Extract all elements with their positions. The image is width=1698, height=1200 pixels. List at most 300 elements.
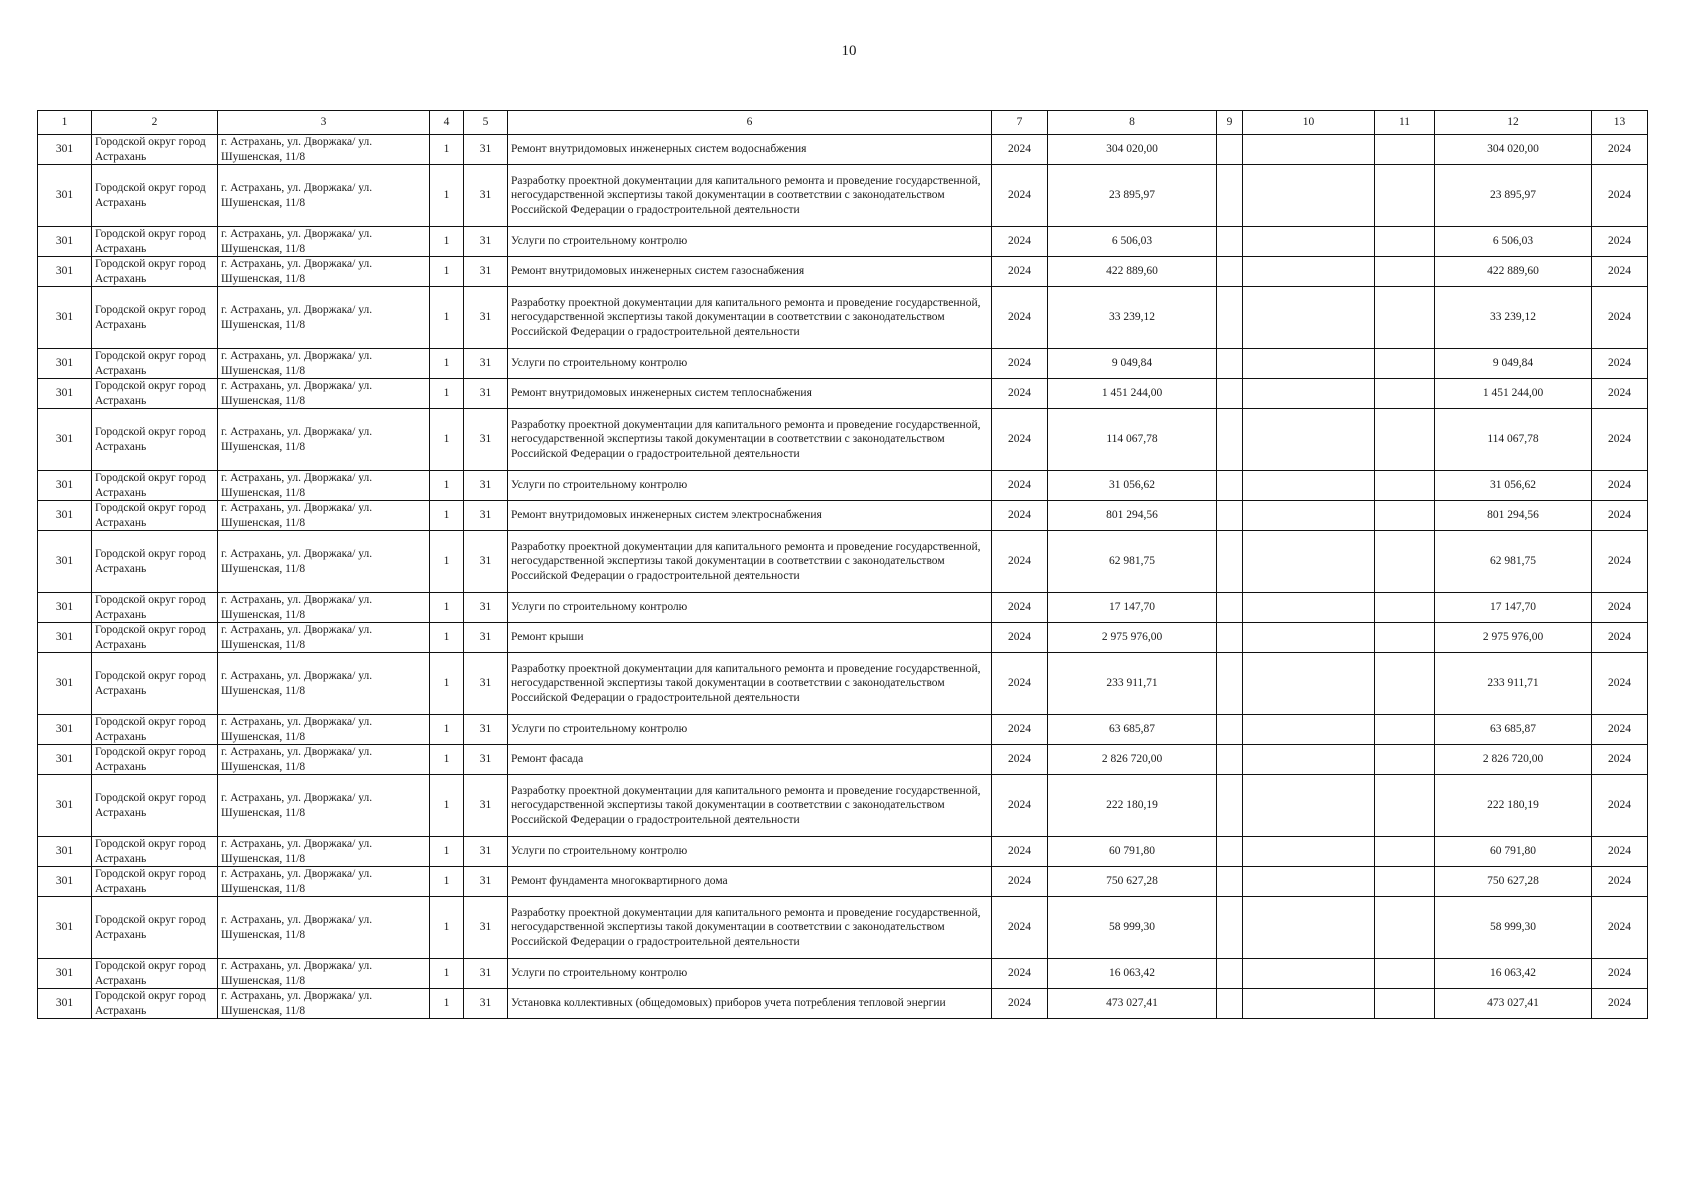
col10-cell (1243, 257, 1375, 287)
completion-year-cell: 2024 (1592, 867, 1648, 897)
col11-cell (1375, 897, 1435, 959)
col10-cell (1243, 745, 1375, 775)
table-row (38, 745, 1648, 775)
col4-cell: 1 (430, 135, 464, 165)
table-row (38, 715, 1648, 745)
row-number-cell: 301 (38, 715, 92, 745)
col4-cell: 1 (430, 287, 464, 349)
year-cell: 2024 (992, 867, 1048, 897)
address-cell: г. Астрахань, ул. Дворжака/ ул. Шушенская, 11/8 (218, 165, 430, 227)
col11-cell (1375, 837, 1435, 867)
address-cell: г. Астрахань, ул. Дворжака/ ул. Шушенская, 11/8 (218, 349, 430, 379)
address-cell: г. Астрахань, ул. Дворжака/ ул. Шушенская, 11/8 (218, 867, 430, 897)
col5-cell: 31 (464, 471, 508, 501)
work-type-cell: Услуги по строительному контролю (508, 471, 992, 501)
col11-cell (1375, 623, 1435, 653)
year-cell: 2024 (992, 135, 1048, 165)
address-cell: г. Астрахань, ул. Дворжака/ ул. Шушенская, 11/8 (218, 409, 430, 471)
col5-cell: 31 (464, 653, 508, 715)
row-number-cell: 301 (38, 593, 92, 623)
col9-cell (1217, 287, 1243, 349)
cost-cell: 17 147,70 (1048, 593, 1217, 623)
col4-cell: 1 (430, 227, 464, 257)
cost-cell: 233 911,71 (1048, 653, 1217, 715)
col10-cell (1243, 287, 1375, 349)
work-type-cell: Ремонт внутридомовых инженерных систем газоснабжения (508, 257, 992, 287)
total-cell: 2 826 720,00 (1435, 745, 1592, 775)
col9-cell (1217, 897, 1243, 959)
col11-cell (1375, 227, 1435, 257)
row-number-cell: 301 (38, 867, 92, 897)
table-row (38, 623, 1648, 653)
work-type-cell: Услуги по строительному контролю (508, 837, 992, 867)
table-row (38, 897, 1648, 959)
total-cell: 60 791,80 (1435, 837, 1592, 867)
col10-cell (1243, 867, 1375, 897)
row-number-cell: 301 (38, 897, 92, 959)
municipality-cell: Городской округ город Астрахань (92, 135, 218, 165)
col11-cell (1375, 745, 1435, 775)
year-cell: 2024 (992, 409, 1048, 471)
year-cell: 2024 (992, 349, 1048, 379)
column-header: 7 (992, 111, 1048, 135)
column-header: 8 (1048, 111, 1217, 135)
col4-cell: 1 (430, 257, 464, 287)
row-number-cell: 301 (38, 471, 92, 501)
completion-year-cell: 2024 (1592, 653, 1648, 715)
col9-cell (1217, 593, 1243, 623)
col9-cell (1217, 715, 1243, 745)
address-cell: г. Астрахань, ул. Дворжака/ ул. Шушенская, 11/8 (218, 653, 430, 715)
year-cell: 2024 (992, 745, 1048, 775)
col11-cell (1375, 379, 1435, 409)
address-cell: г. Астрахань, ул. Дворжака/ ул. Шушенская, 11/8 (218, 531, 430, 593)
work-type-cell: Услуги по строительному контролю (508, 715, 992, 745)
completion-year-cell: 2024 (1592, 471, 1648, 501)
table-row (38, 287, 1648, 349)
address-cell: г. Астрахань, ул. Дворжака/ ул. Шушенская, 11/8 (218, 135, 430, 165)
column-header: 10 (1243, 111, 1375, 135)
table-row (38, 531, 1648, 593)
completion-year-cell: 2024 (1592, 959, 1648, 989)
col10-cell (1243, 501, 1375, 531)
completion-year-cell: 2024 (1592, 715, 1648, 745)
total-cell: 750 627,28 (1435, 867, 1592, 897)
cost-cell: 60 791,80 (1048, 837, 1217, 867)
year-cell: 2024 (992, 715, 1048, 745)
municipality-cell: Городской округ город Астрахань (92, 471, 218, 501)
total-cell: 114 067,78 (1435, 409, 1592, 471)
col5-cell: 31 (464, 745, 508, 775)
work-type-cell: Установка коллективных (общедомовых) приборов учета потребления тепловой энергии (508, 989, 992, 1019)
cost-cell: 23 895,97 (1048, 165, 1217, 227)
cost-cell: 16 063,42 (1048, 959, 1217, 989)
municipality-cell: Городской округ город Астрахань (92, 257, 218, 287)
address-cell: г. Астрахань, ул. Дворжака/ ул. Шушенская, 11/8 (218, 837, 430, 867)
col11-cell (1375, 531, 1435, 593)
cost-cell: 801 294,56 (1048, 501, 1217, 531)
total-cell: 801 294,56 (1435, 501, 1592, 531)
col4-cell: 1 (430, 653, 464, 715)
total-cell: 473 027,41 (1435, 989, 1592, 1019)
col5-cell: 31 (464, 165, 508, 227)
col9-cell (1217, 135, 1243, 165)
col9-cell (1217, 623, 1243, 653)
col9-cell (1217, 257, 1243, 287)
address-cell: г. Астрахань, ул. Дворжака/ ул. Шушенская, 11/8 (218, 623, 430, 653)
municipality-cell: Городской округ город Астрахань (92, 287, 218, 349)
municipality-cell: Городской округ город Астрахань (92, 837, 218, 867)
completion-year-cell: 2024 (1592, 165, 1648, 227)
year-cell: 2024 (992, 165, 1048, 227)
col9-cell (1217, 989, 1243, 1019)
column-header: 13 (1592, 111, 1648, 135)
cost-cell: 9 049,84 (1048, 349, 1217, 379)
col11-cell (1375, 653, 1435, 715)
col5-cell: 31 (464, 959, 508, 989)
year-cell: 2024 (992, 837, 1048, 867)
col11-cell (1375, 775, 1435, 837)
total-cell: 31 056,62 (1435, 471, 1592, 501)
col9-cell (1217, 531, 1243, 593)
col4-cell: 1 (430, 715, 464, 745)
col11-cell (1375, 287, 1435, 349)
col5-cell: 31 (464, 593, 508, 623)
total-cell: 422 889,60 (1435, 257, 1592, 287)
cost-cell: 304 020,00 (1048, 135, 1217, 165)
table-row (38, 135, 1648, 165)
column-header: 4 (430, 111, 464, 135)
municipality-cell: Городской округ город Астрахань (92, 715, 218, 745)
col4-cell: 1 (430, 989, 464, 1019)
year-cell: 2024 (992, 897, 1048, 959)
col11-cell (1375, 715, 1435, 745)
col9-cell (1217, 409, 1243, 471)
col11-cell (1375, 349, 1435, 379)
municipality-cell: Городской округ город Астрахань (92, 867, 218, 897)
work-type-cell: Ремонт фасада (508, 745, 992, 775)
col5-cell: 31 (464, 775, 508, 837)
total-cell: 2 975 976,00 (1435, 623, 1592, 653)
column-header: 1 (38, 111, 92, 135)
completion-year-cell: 2024 (1592, 531, 1648, 593)
col5-cell: 31 (464, 349, 508, 379)
col5-cell: 31 (464, 867, 508, 897)
row-number-cell: 301 (38, 989, 92, 1019)
table-row (38, 989, 1648, 1019)
col5-cell: 31 (464, 715, 508, 745)
completion-year-cell: 2024 (1592, 287, 1648, 349)
col11-cell (1375, 593, 1435, 623)
work-type-cell: Разработку проектной документации для капитального ремонта и проведение государственной, негосударственной экспертизы такой документации в соответствии с законодательством Российской Федерации о градостроительной деятельности (508, 165, 992, 227)
total-cell: 33 239,12 (1435, 287, 1592, 349)
address-cell: г. Астрахань, ул. Дворжака/ ул. Шушенская, 11/8 (218, 775, 430, 837)
row-number-cell: 301 (38, 837, 92, 867)
col5-cell: 31 (464, 135, 508, 165)
col10-cell (1243, 409, 1375, 471)
col11-cell (1375, 257, 1435, 287)
row-number-cell: 301 (38, 653, 92, 715)
col4-cell: 1 (430, 867, 464, 897)
table-row (38, 501, 1648, 531)
column-header: 3 (218, 111, 430, 135)
completion-year-cell: 2024 (1592, 379, 1648, 409)
address-cell: г. Астрахань, ул. Дворжака/ ул. Шушенская, 11/8 (218, 227, 430, 257)
col5-cell: 31 (464, 501, 508, 531)
col4-cell: 1 (430, 745, 464, 775)
year-cell: 2024 (992, 531, 1048, 593)
col9-cell (1217, 653, 1243, 715)
registry-table (37, 110, 1648, 1019)
cost-cell: 1 451 244,00 (1048, 379, 1217, 409)
column-header: 11 (1375, 111, 1435, 135)
row-number-cell: 301 (38, 165, 92, 227)
completion-year-cell: 2024 (1592, 257, 1648, 287)
col9-cell (1217, 867, 1243, 897)
cost-cell: 114 067,78 (1048, 409, 1217, 471)
col4-cell: 1 (430, 623, 464, 653)
municipality-cell: Городской округ город Астрахань (92, 745, 218, 775)
year-cell: 2024 (992, 379, 1048, 409)
row-number-cell: 301 (38, 959, 92, 989)
completion-year-cell: 2024 (1592, 593, 1648, 623)
col5-cell: 31 (464, 531, 508, 593)
total-cell: 58 999,30 (1435, 897, 1592, 959)
col9-cell (1217, 959, 1243, 989)
col10-cell (1243, 165, 1375, 227)
municipality-cell: Городской округ город Астрахань (92, 227, 218, 257)
col10-cell (1243, 531, 1375, 593)
address-cell: г. Астрахань, ул. Дворжака/ ул. Шушенская, 11/8 (218, 501, 430, 531)
year-cell: 2024 (992, 227, 1048, 257)
header-row (38, 111, 1648, 135)
address-cell: г. Астрахань, ул. Дворжака/ ул. Шушенская, 11/8 (218, 959, 430, 989)
table-row (38, 775, 1648, 837)
cost-cell: 58 999,30 (1048, 897, 1217, 959)
col10-cell (1243, 653, 1375, 715)
col4-cell: 1 (430, 165, 464, 227)
col11-cell (1375, 501, 1435, 531)
work-type-cell: Услуги по строительному контролю (508, 959, 992, 989)
municipality-cell: Городской округ город Астрахань (92, 379, 218, 409)
address-cell: г. Астрахань, ул. Дворжака/ ул. Шушенская, 11/8 (218, 989, 430, 1019)
work-type-cell: Услуги по строительному контролю (508, 593, 992, 623)
work-type-cell: Услуги по строительному контролю (508, 349, 992, 379)
col5-cell: 31 (464, 623, 508, 653)
total-cell: 17 147,70 (1435, 593, 1592, 623)
col4-cell: 1 (430, 501, 464, 531)
total-cell: 233 911,71 (1435, 653, 1592, 715)
table-row (38, 593, 1648, 623)
table-row (38, 959, 1648, 989)
table-row (38, 867, 1648, 897)
completion-year-cell: 2024 (1592, 775, 1648, 837)
completion-year-cell: 2024 (1592, 409, 1648, 471)
col11-cell (1375, 867, 1435, 897)
col4-cell: 1 (430, 593, 464, 623)
municipality-cell: Городской округ город Астрахань (92, 775, 218, 837)
completion-year-cell: 2024 (1592, 745, 1648, 775)
work-type-cell: Разработку проектной документации для капитального ремонта и проведение государственной, негосударственной экспертизы такой документации в соответствии с законодательством Российской Федерации о градостроительной деятельности (508, 531, 992, 593)
col11-cell (1375, 409, 1435, 471)
row-number-cell: 301 (38, 501, 92, 531)
cost-cell: 63 685,87 (1048, 715, 1217, 745)
completion-year-cell: 2024 (1592, 837, 1648, 867)
col9-cell (1217, 745, 1243, 775)
year-cell: 2024 (992, 257, 1048, 287)
column-header: 2 (92, 111, 218, 135)
row-number-cell: 301 (38, 623, 92, 653)
year-cell: 2024 (992, 959, 1048, 989)
col10-cell (1243, 227, 1375, 257)
cost-cell: 473 027,41 (1048, 989, 1217, 1019)
municipality-cell: Городской округ город Астрахань (92, 989, 218, 1019)
cost-cell: 2 975 976,00 (1048, 623, 1217, 653)
col10-cell (1243, 349, 1375, 379)
table-row (38, 379, 1648, 409)
municipality-cell: Городской округ город Астрахань (92, 653, 218, 715)
total-cell: 6 506,03 (1435, 227, 1592, 257)
address-cell: г. Астрахань, ул. Дворжака/ ул. Шушенская, 11/8 (218, 471, 430, 501)
column-header: 6 (508, 111, 992, 135)
row-number-cell: 301 (38, 409, 92, 471)
work-type-cell: Ремонт внутридомовых инженерных систем теплоснабжения (508, 379, 992, 409)
col4-cell: 1 (430, 959, 464, 989)
cost-cell: 33 239,12 (1048, 287, 1217, 349)
col5-cell: 31 (464, 837, 508, 867)
row-number-cell: 301 (38, 135, 92, 165)
table-row (38, 409, 1648, 471)
row-number-cell: 301 (38, 287, 92, 349)
municipality-cell: Городской округ город Астрахань (92, 409, 218, 471)
row-number-cell: 301 (38, 775, 92, 837)
col9-cell (1217, 227, 1243, 257)
table-row (38, 471, 1648, 501)
completion-year-cell: 2024 (1592, 989, 1648, 1019)
cost-cell: 222 180,19 (1048, 775, 1217, 837)
col10-cell (1243, 775, 1375, 837)
table-row (38, 227, 1648, 257)
cost-cell: 6 506,03 (1048, 227, 1217, 257)
municipality-cell: Городской округ город Астрахань (92, 897, 218, 959)
work-type-cell: Разработку проектной документации для капитального ремонта и проведение государственной, негосударственной экспертизы такой документации в соответствии с законодательством Российской Федерации о градостроительной деятельности (508, 287, 992, 349)
municipality-cell: Городской округ город Астрахань (92, 165, 218, 227)
total-cell: 62 981,75 (1435, 531, 1592, 593)
cost-cell: 62 981,75 (1048, 531, 1217, 593)
year-cell: 2024 (992, 501, 1048, 531)
work-type-cell: Услуги по строительному контролю (508, 227, 992, 257)
col9-cell (1217, 501, 1243, 531)
col5-cell: 31 (464, 287, 508, 349)
col10-cell (1243, 471, 1375, 501)
col10-cell (1243, 837, 1375, 867)
col9-cell (1217, 837, 1243, 867)
completion-year-cell: 2024 (1592, 227, 1648, 257)
col5-cell: 31 (464, 989, 508, 1019)
table-row (38, 257, 1648, 287)
total-cell: 304 020,00 (1435, 135, 1592, 165)
work-type-cell: Ремонт внутридомовых инженерных систем электроснабжения (508, 501, 992, 531)
col11-cell (1375, 959, 1435, 989)
completion-year-cell: 2024 (1592, 897, 1648, 959)
row-number-cell: 301 (38, 349, 92, 379)
municipality-cell: Городской округ город Астрахань (92, 531, 218, 593)
year-cell: 2024 (992, 989, 1048, 1019)
col10-cell (1243, 989, 1375, 1019)
table-row (38, 165, 1648, 227)
completion-year-cell: 2024 (1592, 349, 1648, 379)
col5-cell: 31 (464, 227, 508, 257)
total-cell: 1 451 244,00 (1435, 379, 1592, 409)
address-cell: г. Астрахань, ул. Дворжака/ ул. Шушенская, 11/8 (218, 715, 430, 745)
col9-cell (1217, 379, 1243, 409)
address-cell: г. Астрахань, ул. Дворжака/ ул. Шушенская, 11/8 (218, 745, 430, 775)
col5-cell: 31 (464, 379, 508, 409)
row-number-cell: 301 (38, 531, 92, 593)
col10-cell (1243, 135, 1375, 165)
col11-cell (1375, 989, 1435, 1019)
col9-cell (1217, 471, 1243, 501)
work-type-cell: Разработку проектной документации для капитального ремонта и проведение государственной, негосударственной экспертизы такой документации в соответствии с законодательством Российской Федерации о градостроительной деятельности (508, 409, 992, 471)
col4-cell: 1 (430, 409, 464, 471)
column-header: 5 (464, 111, 508, 135)
address-cell: г. Астрахань, ул. Дворжака/ ул. Шушенская, 11/8 (218, 593, 430, 623)
col10-cell (1243, 897, 1375, 959)
municipality-cell: Городской округ город Астрахань (92, 593, 218, 623)
row-number-cell: 301 (38, 379, 92, 409)
table-row (38, 837, 1648, 867)
address-cell: г. Астрахань, ул. Дворжака/ ул. Шушенская, 11/8 (218, 379, 430, 409)
col11-cell (1375, 471, 1435, 501)
year-cell: 2024 (992, 653, 1048, 715)
completion-year-cell: 2024 (1592, 623, 1648, 653)
year-cell: 2024 (992, 593, 1048, 623)
municipality-cell: Городской округ город Астрахань (92, 349, 218, 379)
total-cell: 23 895,97 (1435, 165, 1592, 227)
cost-cell: 2 826 720,00 (1048, 745, 1217, 775)
total-cell: 222 180,19 (1435, 775, 1592, 837)
work-type-cell: Разработку проектной документации для капитального ремонта и проведение государственной, негосударственной экспертизы такой документации в соответствии с законодательством Российской Федерации о градостроительной деятельности (508, 775, 992, 837)
address-cell: г. Астрахань, ул. Дворжака/ ул. Шушенская, 11/8 (218, 257, 430, 287)
year-cell: 2024 (992, 775, 1048, 837)
col10-cell (1243, 959, 1375, 989)
col4-cell: 1 (430, 897, 464, 959)
work-type-cell: Ремонт крыши (508, 623, 992, 653)
table-row (38, 349, 1648, 379)
address-cell: г. Астрахань, ул. Дворжака/ ул. Шушенская, 11/8 (218, 287, 430, 349)
col10-cell (1243, 715, 1375, 745)
completion-year-cell: 2024 (1592, 501, 1648, 531)
work-type-cell: Ремонт фундамента многоквартирного дома (508, 867, 992, 897)
work-type-cell: Разработку проектной документации для капитального ремонта и проведение государственной, негосударственной экспертизы такой документации в соответствии с законодательством Российской Федерации о градостроительной деятельности (508, 897, 992, 959)
year-cell: 2024 (992, 623, 1048, 653)
table-row (38, 653, 1648, 715)
col4-cell: 1 (430, 379, 464, 409)
cost-cell: 422 889,60 (1048, 257, 1217, 287)
total-cell: 63 685,87 (1435, 715, 1592, 745)
municipality-cell: Городской округ город Астрахань (92, 959, 218, 989)
col9-cell (1217, 349, 1243, 379)
year-cell: 2024 (992, 287, 1048, 349)
municipality-cell: Городской округ город Астрахань (92, 501, 218, 531)
address-cell: г. Астрахань, ул. Дворжака/ ул. Шушенская, 11/8 (218, 897, 430, 959)
page-number: 10 (841, 43, 857, 59)
row-number-cell: 301 (38, 745, 92, 775)
cost-cell: 750 627,28 (1048, 867, 1217, 897)
col4-cell: 1 (430, 775, 464, 837)
col4-cell: 1 (430, 531, 464, 593)
row-number-cell: 301 (38, 227, 92, 257)
